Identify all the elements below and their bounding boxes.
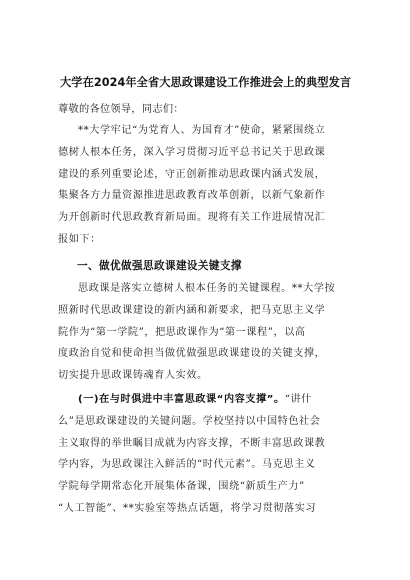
section-line: 照新时代思政课建设的新内涵和新要求，把马克思主义学 (58, 304, 326, 316)
section-paragraph (58, 278, 358, 387)
intro-line: 报如下： (58, 233, 101, 245)
section-line: 院作为“第一学院”，把思政课作为“第一课程”，以高 (58, 326, 306, 338)
section-heading: 一、做优做强思政课建设关键支撑 (77, 260, 242, 272)
subsection-line: 学院每学期常态化开展集体备课，围绕“新质生产力” (58, 481, 305, 493)
subsection-line: “人工智能”、**实验室等热点话题，将学习贯彻落实习 (58, 502, 317, 514)
subsection-lead-line (58, 389, 358, 411)
subsection-line: 主义取得的举世瞩目成就为内容支撑，不断丰富思政课教 (58, 437, 326, 449)
subsection-line: 么”是思政课建设的关键问题。学校坚持以中国特色社会 (58, 415, 321, 427)
subsection-lead-tail: “讲什 (284, 394, 312, 405)
section-line: 思政课是落实立德树人根本任务的关键课程。**大学按 (78, 283, 336, 294)
subsection-paragraph (58, 389, 358, 520)
document-title: 大学在2024年全省大思政课建设工作推进会上的典型发言 (60, 76, 352, 89)
subsection-heading: (一)在与时俱进中丰富思政课“内容支撑”。 (78, 394, 285, 405)
intro-paragraph (58, 120, 358, 251)
intro-line: 建设的系列重要论述，守正创新推动思政课内涵式发展， (58, 168, 326, 180)
subsection-line: 学内容，为思政课注入鲜活的“时代元素”。马克思主义 (58, 459, 316, 471)
intro-line: 为开创新时代思政教育新局面。现将有关工作进展情况汇 (58, 212, 326, 224)
section-line: 切实提升思政课铸魂育人实效。 (58, 370, 208, 382)
intro-line: 集聚各方力量资源推进思政教育改革创新，以新气象新作 (58, 190, 326, 202)
salutation: 尊敬的各位领导，同志们： (58, 104, 184, 115)
intro-line: **大学牢记“为党育人、为国育才”使命，紧紧围绕立 (78, 125, 326, 136)
section-line: 度政治自觉和使命担当做优做强思政课建设的关键支撑， (58, 348, 326, 360)
intro-line: 德树人根本任务，深入学习贯彻习近平总书记关于思政课 (58, 146, 326, 158)
